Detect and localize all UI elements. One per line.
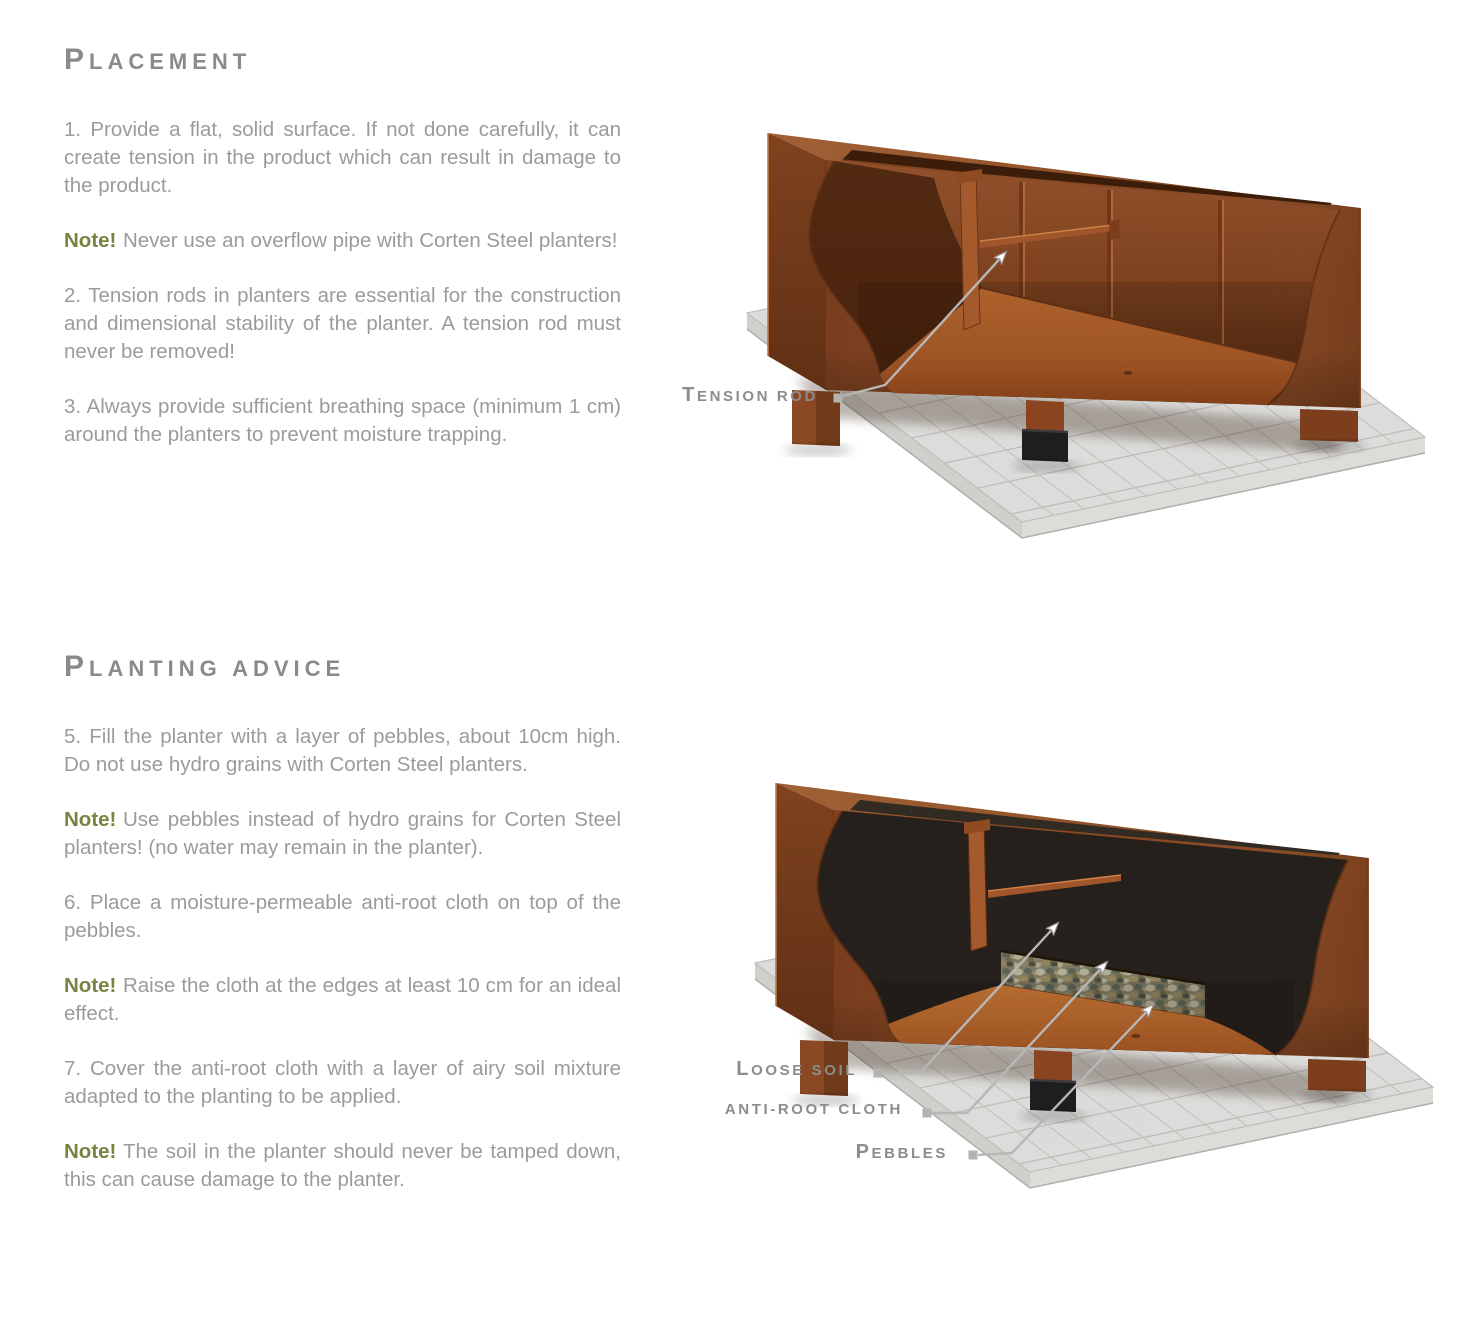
paragraph-text: Never use an overflow pipe with Corten Steel planters! (122, 229, 618, 252)
paragraph-text: Raise the cloth at the edges at least 10 cm for an ideal effect. (64, 974, 621, 1025)
loose-soil-label: LOOSE SOIL (736, 1058, 857, 1080)
paragraph-text: 2. Tension rods in planters are essential for the construction and dimensional stability of the planter. A tension rod must never be removed! (64, 284, 621, 363)
paragraph (64, 1055, 621, 1111)
anti-root-cloth-label: ANTI-ROOT CLOTH (724, 1101, 903, 1118)
section-planting-advice (64, 651, 621, 1221)
paragraph (64, 116, 621, 200)
pebbles-label: PEBBLES (855, 1141, 948, 1163)
paragraph-text: The soil in the planter should never be tamped down, this can cause damage to the planter. (64, 1140, 621, 1191)
paragraph-text: Use pebbles instead of hydro grains for Corten Steel planters! (no water may remain in the planter). (64, 808, 621, 859)
planting-advice-figure (676, 700, 1466, 1326)
note-label: Note! (64, 229, 117, 252)
note-label: Note! (64, 808, 117, 831)
paragraph-text: 5. Fill the planter with a layer of pebbles, about 10cm high. Do not use hydro grains with Corten Steel planters. (64, 725, 621, 776)
planting-advice-heading: PLANTING ADVICE (64, 650, 346, 683)
paragraph-text: 6. Place a moisture-permeable anti-root cloth on top of the pebbles. (64, 891, 621, 942)
paragraph-text: 1. Provide a flat, solid surface. If not done carefully, it can create tension in the product which can result in damage to the product. (64, 118, 621, 197)
paragraph (64, 723, 621, 779)
paragraph (64, 806, 621, 862)
section-placement (64, 44, 621, 476)
paragraph-text: 3. Always provide sufficient breathing space (minimum 1 cm) around the planters to prevent moisture trapping. (64, 395, 621, 446)
note-label: Note! (64, 974, 117, 997)
note-label: Note! (64, 1140, 117, 1163)
tension-rod-label: TENSION ROD (682, 384, 818, 406)
corten-planter-filled (744, 773, 1444, 1188)
planter-interior (806, 158, 1346, 408)
drainage-tray (1022, 430, 1068, 462)
placement-heading: PLACEMENT (64, 43, 252, 76)
paragraph (64, 972, 621, 1028)
paragraph (64, 282, 621, 366)
paragraph (64, 227, 621, 255)
paragraph (64, 393, 621, 449)
paragraph (64, 1138, 621, 1194)
planter-interior-filled (814, 808, 1354, 1058)
paragraph-text: 7. Cover the anti-root cloth with a layer of airy soil mixture adapted to the planting to be applied. (64, 1057, 621, 1108)
placement-figure (676, 78, 1466, 548)
paragraph (64, 889, 621, 945)
